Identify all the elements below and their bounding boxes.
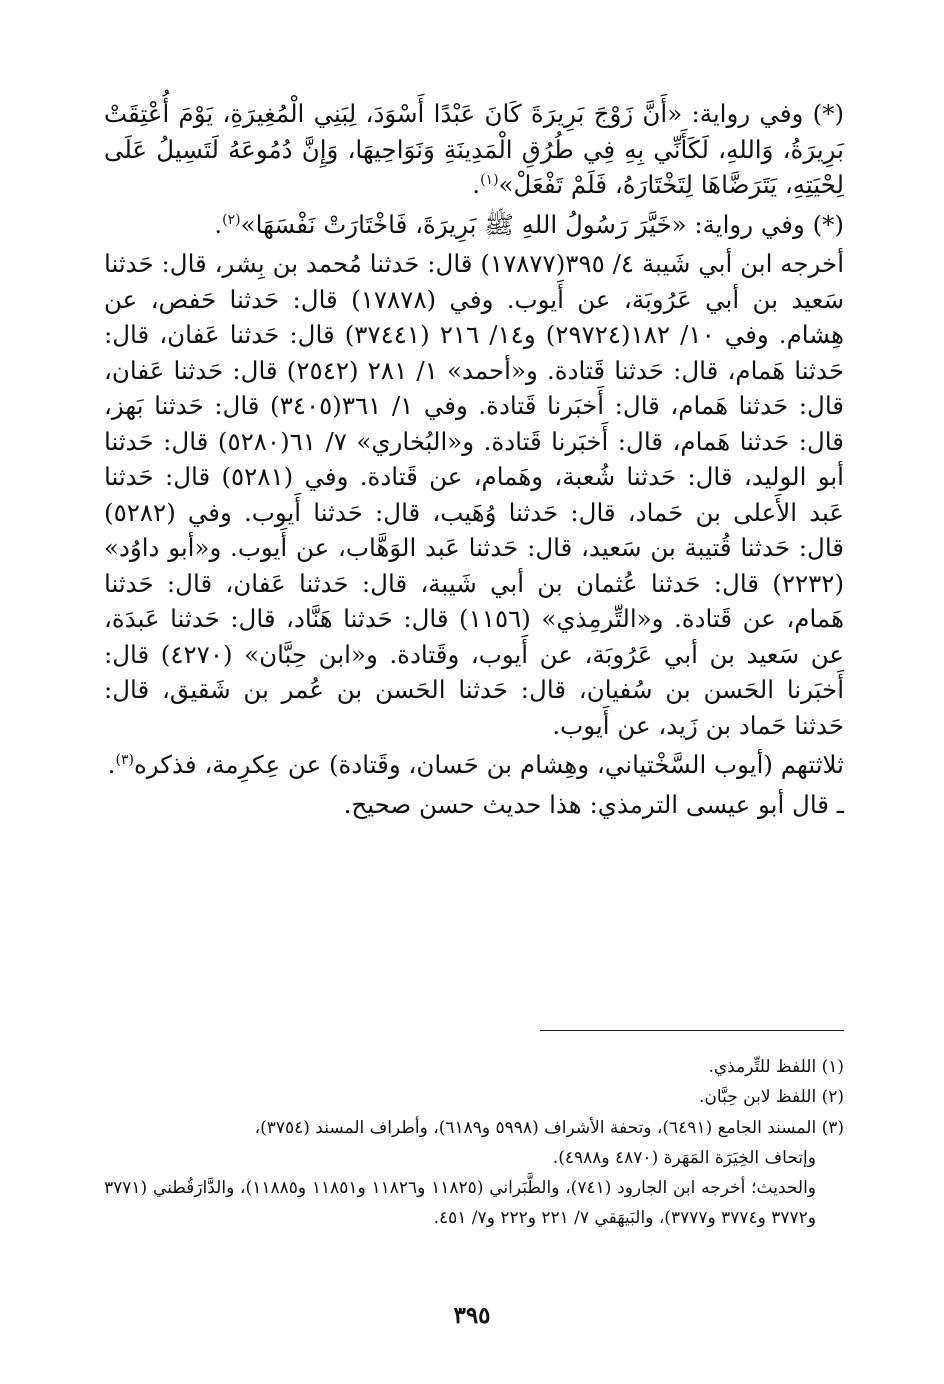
paragraph-text: (*) وفي رواية: «أَنَّ زَوْجَ بَرِيرَةَ كَانَ عَبْدًا أَسْوَدَ، لِبَنِي الْمُغِيرَةِ، يَوْمَ أُعْتِقَتْ بَرِيرَةُ، وَاللهِ، لَكَأَنِّي بِهِ فِي طُرُقِ الْمَدِينَةِ وَنَوَاحِيهَا، وَإِنَّ دُمُوعَهُ لَتَسِيلُ عَلَى لِحْيَتِهِ، يَتَرَضَّاهَا لِتَخْتَارَهُ، فَلَمْ تَفْعَلْ» — [104, 99, 844, 200]
paragraph-riwaya-2: (*) وفي رواية: «خَيَّرَ رَسُولُ اللهِ ﷺ بَرِيرَةَ، فَاخْتَارَتْ نَفْسَهَا»$^{(٢)}$. — [214, 209, 844, 239]
paragraph-takhrij: أخرجه ابن أبي شَيبة ٤/ ٣٩٥(١٧٨٧٧) قال: حَدثنا مُحمد بن بِشر، قال: حَدثنا سَعيد بن أبي عَرُوبَة، عن أَيوب. وفي (١٧٨٧٨) قال: حَدثنا حَفص، عن هِشام. وفي ١٠/ ١٨٢(٢٩٧٢٤) و١٤/ ٢١٦ (٣٧٤٤١) قال: حَدثنا عَفان، قال: حَدثنا هَمام، قال: حَدثنا قَتادة. و«أحمد» ١/ ٢٨١ (٢٥٤٢) قال: حَدثنا عَفان، قال: حَدثنا هَمام، قال: أَخبَرنا قَتادة. وفي ١/ ٣٦١(٣٤٠٥) قال: حَدثنا بَهز، قال: حَدثنا هَمام، قال: أَخبَرنا قَتادة. و«البُخاري» ٧/ ٦١(٥٢٨٠) قال: حَدثنا أبو الوليد، قال: حَدثنا شُعبة، وهَمام، عن قَتادة. وفي (٥٢٨١) قال: حَدثنا عَبد الأَعلى بن حَماد، قال: حَدثنا وُهَيب، قال: حَدثنا أَيوب. وفي (٥٢٨٢) قال: حَدثنا قُتيبة بن سَعيد، قال: حَدثنا عَبد الوَهَّاب، عن أَيوب. و«أبو داوُد» (٢٢٣٢) قال: حَدثنا عُثمان بن أبي شَيبة، قال: حَدثنا عَفان، قال: حَدثنا هَمام، عن قَتادة. و«التِّرمِذي» (١١٥٦) قال: حَدثنا هَنَّاد، قال: حَدثنا عَبدَة، عن سَعيد بن أبي عَرُوبَة، عن أَيوب، وقَتادة. و«ابن حِبَّان» (٤٢٧٠) قال: أَخبَرنا الحَسن بن سُفيان، قال: حَدثنا الحَسن بن عُمر بن شَقيق، قال: حَدثنا حَماد بن زَيد، عن أَيوب. — [104, 249, 845, 740]
footnote-ref-3[interactable]: (٣) — [115, 752, 134, 769]
footnotes — [104, 1052, 844, 1234]
footnote-separator — [540, 1030, 844, 1031]
paragraph-tirmidhi-grade: ـ قال أبو عيسى الترمذي: هذا حديث حسن صحيح. — [343, 789, 844, 819]
footnote-3-continued: وإتحاف الخِيَرَة المَهَرة (٤٨٧٠ و٤٩٨٨). — [552, 1147, 816, 1168]
main-text — [104, 96, 844, 822]
footnote-1: (١) اللفظ للتِّرمذي. — [708, 1057, 844, 1077]
footnote-3-hadith: والحديث؛ أخرجه ابن الجارود (٧٤١)، والطَّبَراني (١١٨٢٥ و١١٨٢٦ و١١٨٥١ و١١٨٨٥)، والدَّارَقُطني (٣٧٧١ و٣٧٧٢ و٣٧٧٤ و٣٧٧٧)، والبَيهَقي ٧/ ٢٢١ و٢٢٢ و٧/ ٤٥١. — [104, 1178, 816, 1229]
footnote-ref-2[interactable]: (٢) — [222, 211, 241, 228]
paragraph-text: ثلاثتهم (أيوب السَّخْتياني، وهِشام بن حَسان، وقَتادة) عن عِكرِمة، فذكره — [133, 750, 844, 780]
page-number: ٣٩٥ — [453, 1302, 491, 1329]
paragraph-text: (*) وفي رواية: «خَيَّرَ رَسُولُ اللهِ ﷺ بَرِيرَةَ، فَاخْتَارَتْ نَفْسَهَا» — [240, 209, 844, 239]
footnote-3: (٣) المسند الجامع (٦٤٩١)، وتحفة الأشراف (٥٩٩٨ و٦١٨٩)، وأطراف المسند (٣٧٥٤)، — [254, 1117, 844, 1138]
paragraph-riwaya-1: (*) وفي رواية: «أَنَّ زَوْجَ بَرِيرَةَ كَانَ عَبْدًا أَسْوَدَ، لِبَنِي الْمُغِيرَةِ، يَوْمَ أُعْتِقَتْ بَرِيرَةُ، وَاللهِ، لَكَأَنِّي بِهِ فِي طُرُقِ الْمَدِينَةِ وَنَوَاحِيهَا، وَإِنَّ دُمُوعَهُ لَتَسِيلُ عَلَى لِحْيَتِهِ، يَتَرَضَّاهَا لِتَخْتَارَهُ، فَلَمْ تَفْعَلْ»$^{(١)}$. — [104, 99, 844, 200]
footnote-ref-1[interactable]: (١) — [480, 171, 499, 188]
paragraph-thalathatuhum: ثلاثتهم (أيوب السَّخْتياني، وهِشام بن حَسان، وقَتادة) عن عِكرِمة، فذكره$^{(٣)}$. — [107, 750, 844, 780]
footnote-2: (٢) اللفظ لابن حِبَّان. — [699, 1087, 844, 1108]
